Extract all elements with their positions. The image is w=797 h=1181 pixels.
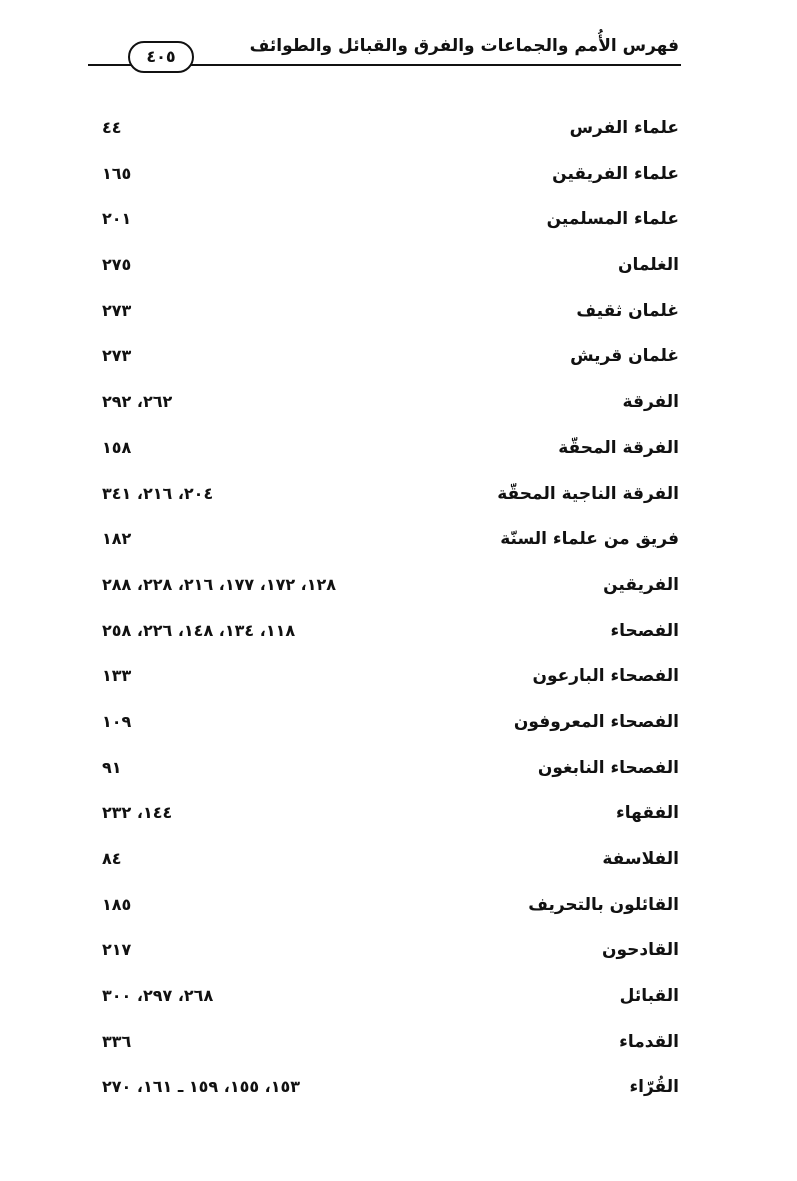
entry-term: القادحون (602, 940, 679, 961)
entry-pages: ٢١٧ (102, 940, 132, 960)
entry-term: الفلاسفة (602, 849, 679, 869)
entry-term: الفقهاء (616, 803, 679, 824)
running-title: فهرس الأُمم والجماعات والفرق والقبائل والطوائف (249, 36, 679, 56)
entry-term: الفريقين (603, 574, 679, 595)
entry-pages: ٢٠٤، ٢١٦، ٣٤١ (102, 483, 214, 503)
page-header (0, 0, 797, 70)
index-entry (0, 384, 797, 430)
index-entry (0, 430, 797, 476)
index-entry (0, 887, 797, 933)
entry-term: علماء الفريقين (552, 163, 679, 184)
entry-pages: ٢٠١ (102, 209, 132, 229)
entry-pages: ٢٧٣ (102, 300, 132, 320)
entry-term: الفصحاء المعروفون (513, 711, 679, 732)
entry-pages: ١١٨، ١٣٤، ١٤٨، ٢٢٦، ٢٥٨ (102, 620, 296, 640)
entry-term: الفصحاء النابغون (537, 757, 679, 778)
entry-term: علماء المسلمين (546, 209, 679, 230)
index-entry (0, 247, 797, 293)
index-entry (0, 932, 797, 978)
index-entry (0, 841, 797, 887)
entry-term: الفصحاء (610, 620, 679, 641)
entry-term: غلمان قريش (570, 346, 679, 367)
entry-pages: ١٨٥ (102, 894, 132, 914)
index-entry (0, 476, 797, 522)
entry-pages: ١٣٣ (102, 666, 132, 686)
entry-term: غلمان ثقيف (576, 300, 679, 321)
index-entry (0, 293, 797, 339)
entry-term: الفرقة الناجية المحقّة (497, 483, 679, 504)
entry-term: القُرّاء (629, 1077, 679, 1098)
entry-pages: ٢٧٣ (102, 346, 132, 366)
entry-pages: ١٦٥ (102, 163, 132, 183)
entry-pages: ١٥٨ (102, 437, 132, 457)
index-entry (0, 201, 797, 247)
entry-term: القبائل (619, 986, 679, 1007)
index-entries (0, 110, 797, 1115)
entry-pages: ٤٤ (102, 118, 122, 137)
index-entry (0, 978, 797, 1024)
index-entry (0, 795, 797, 841)
entry-pages: ٢٦٢، ٢٩٢ (102, 392, 173, 412)
index-entry (0, 750, 797, 796)
index-entry (0, 613, 797, 659)
entry-term: فريق من علماء السنّة (500, 529, 679, 550)
entry-pages: ١٥٣، ١٥٥، ١٥٩ ـ ١٦١، ٢٧٠ (102, 1077, 301, 1097)
entry-term: الفرقة (622, 392, 679, 413)
entry-pages: ١٢٨، ١٧٢، ١٧٧، ٢١٦، ٢٢٨، ٢٨٨ (102, 574, 337, 594)
index-entry (0, 521, 797, 567)
entry-term: الفرقة المحقّة (558, 437, 679, 458)
entry-term: القائلون بالتحريف (528, 894, 679, 915)
page-number-badge: ٤٠٥ (128, 41, 194, 73)
index-entry (0, 1069, 797, 1115)
entry-pages: ١٤٤، ٢٣٢ (102, 803, 173, 823)
entry-term: الغلمان (617, 255, 679, 276)
entry-pages: ٢٧٥ (102, 255, 132, 275)
entry-term: علماء الفرس (569, 118, 679, 138)
entry-pages: ٨٤ (102, 849, 122, 868)
entry-pages: ٢٦٨، ٢٩٧، ٣٠٠ (102, 986, 214, 1006)
index-entry (0, 110, 797, 156)
index-entry (0, 156, 797, 202)
index-entry (0, 338, 797, 384)
entry-pages: ٣٣٦ (102, 1031, 132, 1051)
index-entry (0, 704, 797, 750)
entry-term: الفصحاء البارعون (532, 666, 679, 687)
entry-pages: ١٨٢ (102, 529, 132, 549)
index-entry (0, 658, 797, 704)
entry-pages: ٩١ (102, 757, 122, 777)
entry-term: القدماء (619, 1031, 679, 1052)
entry-pages: ١٠٩ (102, 711, 132, 731)
index-entry (0, 1024, 797, 1070)
index-entry (0, 567, 797, 613)
